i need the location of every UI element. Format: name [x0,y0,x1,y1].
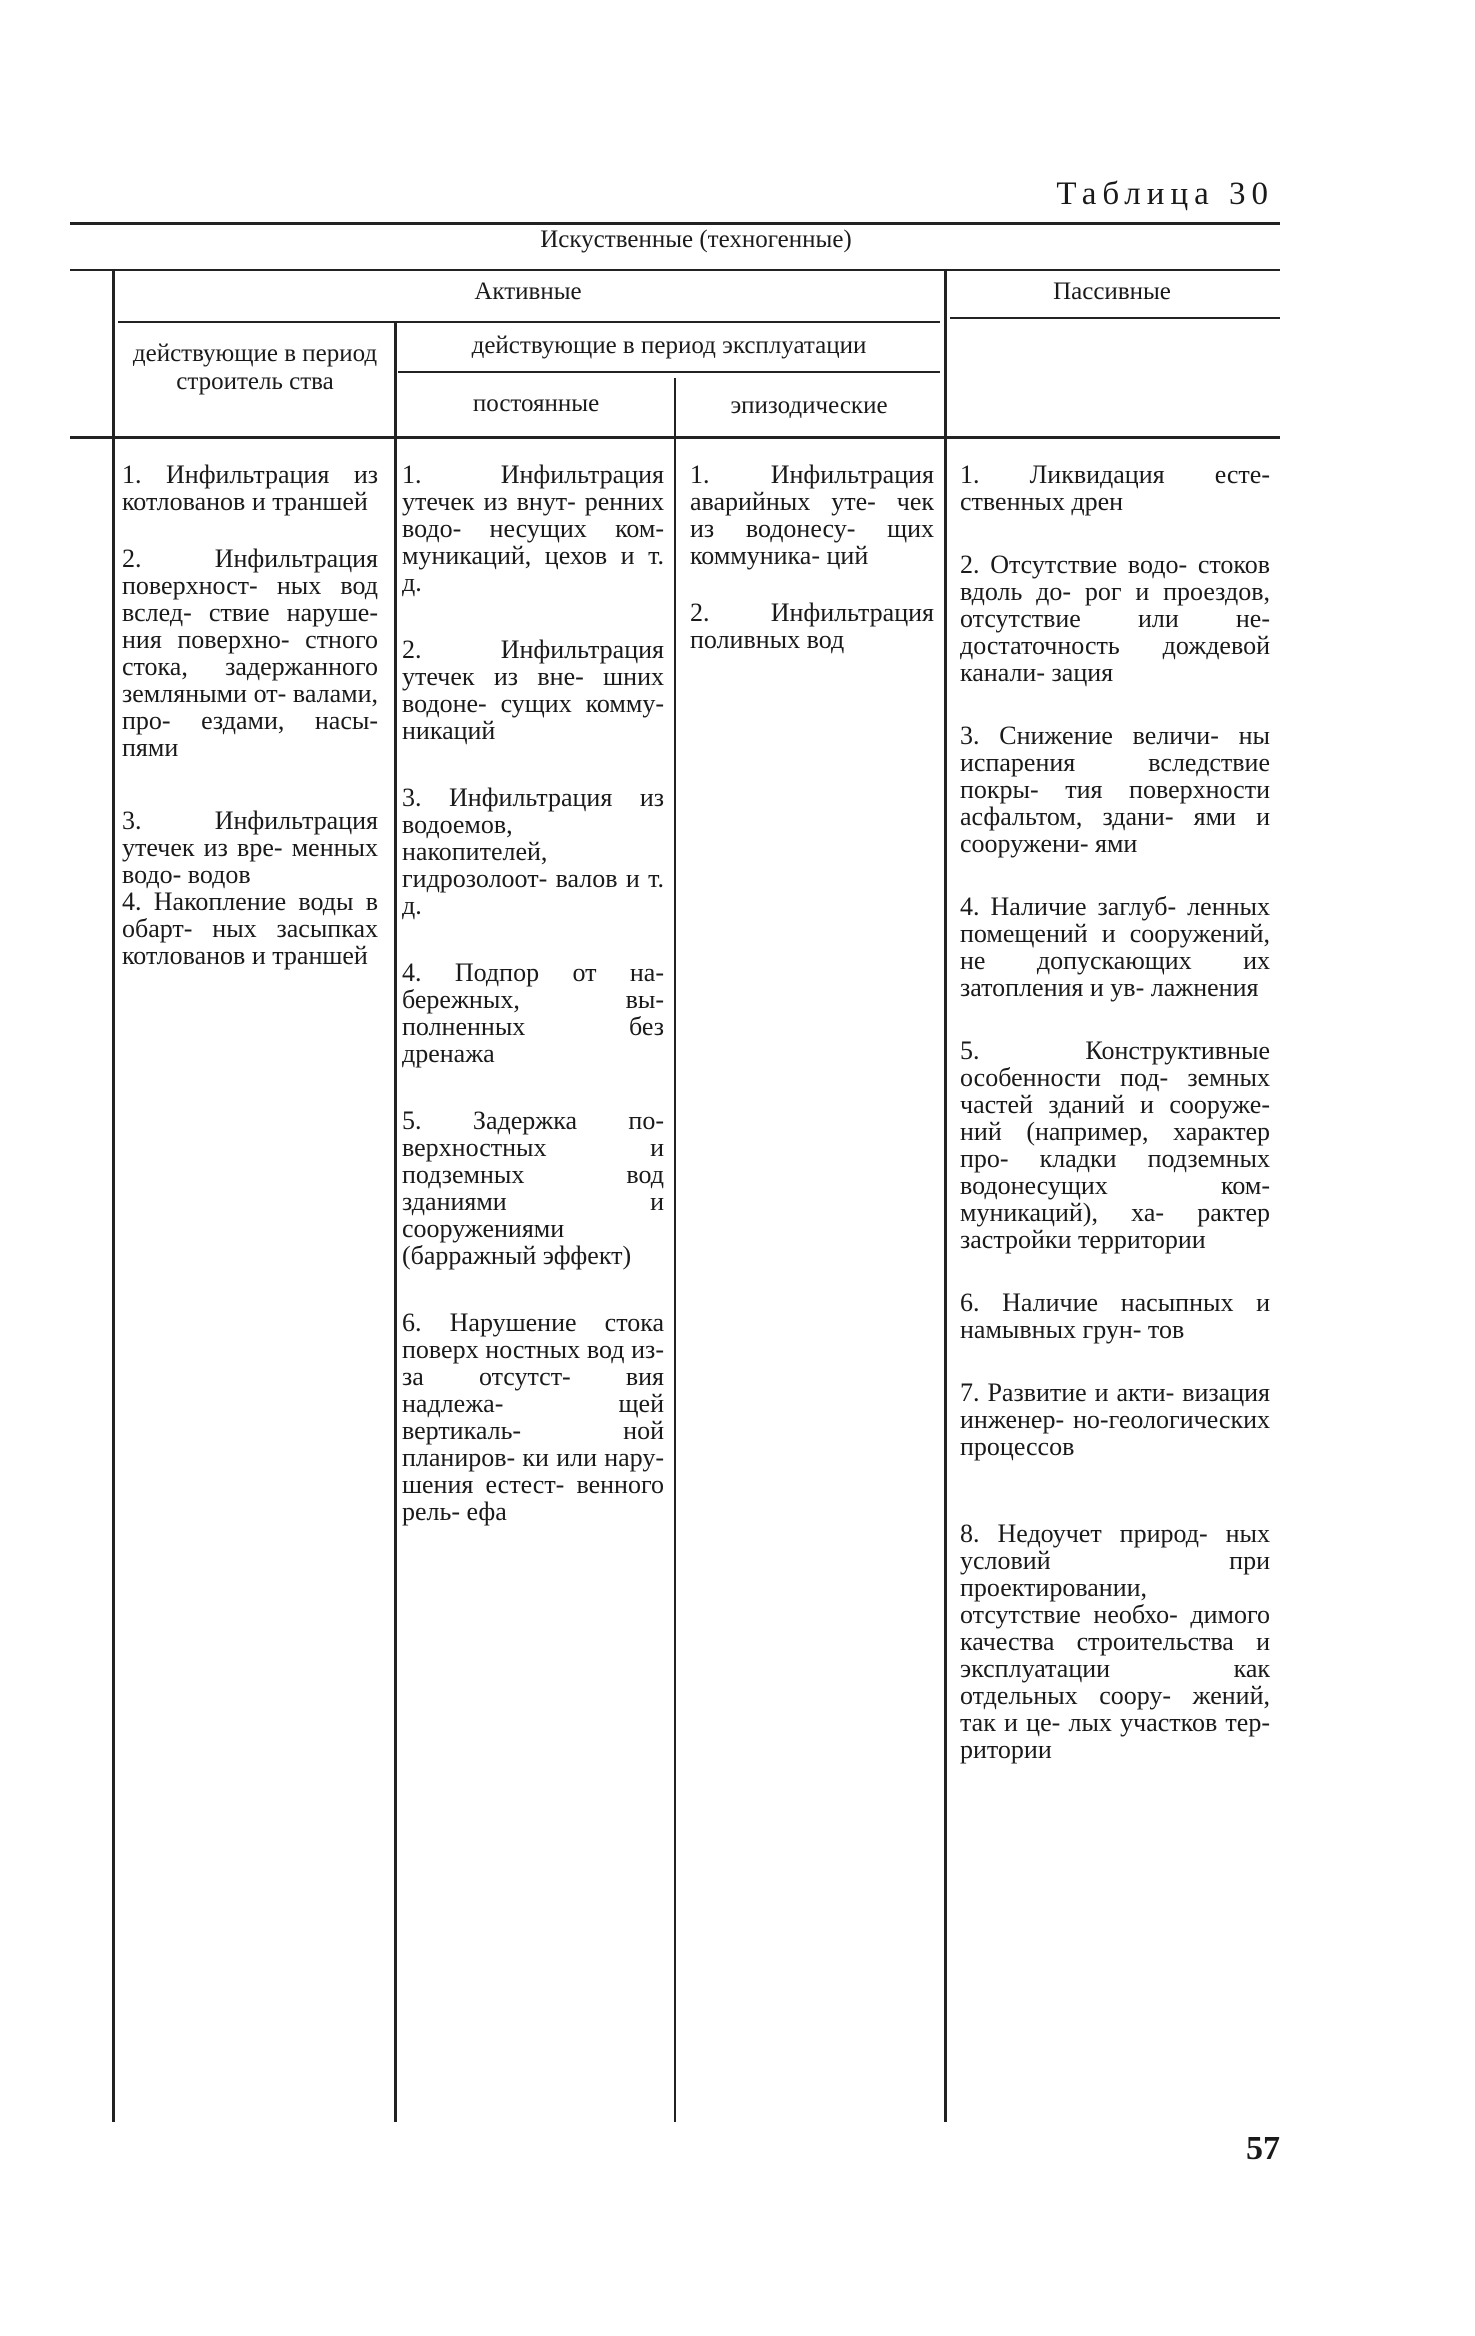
vline-passive [944,270,947,2122]
permanent-item-3: 3. Инфильтрация из водоемов, накопителей, гидрозолоот- валов и т. д. [402,783,664,920]
permanent-item-2: 2. Инфильтрация утечек из вне- шних водоне- сущих комму- никаций [402,635,664,745]
construction-item-1: 1. Инфильтрация из котлованов и траншей [122,460,378,516]
passive-item-8: 8. Недоучет природ- ных условий при проектировании, отсутствие необхо- димого качества строительства и эксплуатации как отдельных соору- жений, так и це- лых участков тер- ритории [960,1519,1270,1764]
construction-item-3: 3. Инфильтрация утечек из вре- менных водо- водов [122,806,378,889]
passive-item-1: 1. Ликвидация есте- ственных дрен [960,460,1270,516]
rule-under-passive [950,317,1280,319]
rule-under-top-header [70,269,1280,271]
passive-item-4: 4. Наличие заглуб- ленных помещений и сооружений, не допускающих их затопления и ув- лажнения [960,892,1270,1002]
column-permanent [402,461,664,1525]
episodic-item-2: 2. Инфильтрация поливных вод [690,598,934,654]
passive-item-7: 7. Развитие и акти- визация инженер- но-геологических процессов [960,1378,1270,1461]
passive-item-2: 2. Отсутствие водо- стоков вдоль до- рог и проездов, отсутствие или не- достаточность дождевой канали- зация [960,550,1270,687]
header-operation: действующие в период эксплуатации [471,332,867,359]
header-top: Искуственные (техногенные) [540,226,852,253]
vline-left [112,270,115,2122]
passive-item-3: 3. Снижение величи- ны испарения вследствие покры- тия поверхности асфальтом, здани- ями и сооружени- ями [960,721,1270,858]
vline-construction [394,322,397,2122]
vline-permanent [674,378,676,2122]
rule-under-operation [398,371,940,373]
column-construction [122,461,378,969]
permanent-item-5: 5. Задержка по- верхностных и подземных вод зданиями и сооружениями (барражный эффект) [402,1106,664,1270]
header-active: Активные [474,278,582,305]
column-passive [960,461,1270,1763]
passive-item-6: 6. Наличие насыпных и намывных грун- тов [960,1288,1270,1344]
header-construction: действующие в период строитель ства [132,340,378,395]
column-episodic [690,461,934,653]
episodic-item-1: 1. Инфильтрация аварийных уте- чек из водонесу- щих коммуника- ций [690,460,934,570]
construction-item-2: 2. Инфильтрация поверхност- ных вод вслед- ствие наруше- ния поверхно- стного стока, задержанного земляными от- валами, про- ездами, насы- пями [122,544,378,762]
header-episodic: эпизодические [730,392,888,419]
construction-item-4: 4. Накопление воды в обарт- ных засыпках котлованов и траншей [122,887,378,970]
header-passive: Пассивные [1053,278,1171,305]
rule-under-active [118,321,940,323]
permanent-item-1: 1. Инфильтрация утечек из внут- ренних водо- несущих ком- муникаций, цехов и т. д. [402,460,664,597]
table-title: Таблица 30 [1056,176,1274,212]
permanent-item-4: 4. Подпор от на- бережных, вы- полненных без дренажа [402,958,664,1068]
rule-top [70,222,1280,225]
passive-item-5: 5. Конструктивные особенности под- земных частей зданий и сооруже- ний (например, характер про- кладки подземных водонесущих ком- муникаций), ха- рактер застройки территории [960,1036,1270,1254]
header-permanent: постоянные [472,390,600,417]
page-number: 57 [1246,2130,1280,2167]
permanent-item-6: 6. Нарушение стока поверх ностных вод из-за отсутст- вия надлежа- щей вертикаль- ной планиров- ки или нару- шения естест- венного рель- ефа [402,1308,664,1526]
